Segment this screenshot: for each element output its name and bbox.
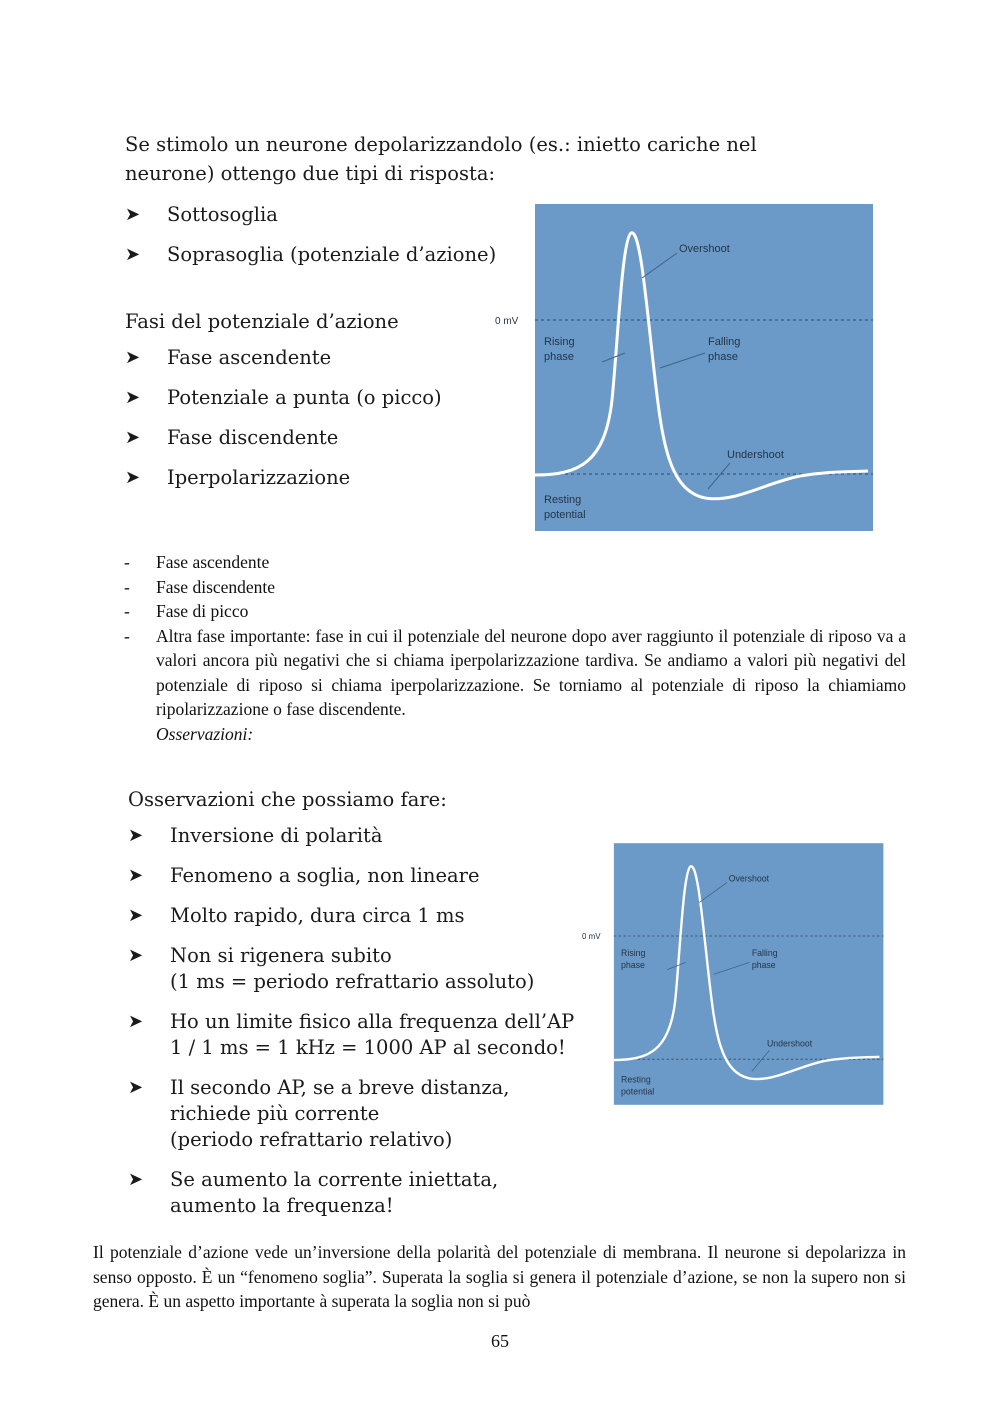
phases-dash-list (122, 550, 906, 746)
arrow-bullet-icon: ➤ (128, 825, 144, 846)
list-item: ➤ Se aumento la corrente iniettata, aumento la frequenza! (128, 1168, 499, 1217)
arrow-bullet-icon: ➤ (125, 244, 141, 265)
falling-label-1: Falling (751, 947, 778, 959)
falling-label-1: Falling (708, 336, 741, 348)
action-potential-svg (490, 200, 875, 535)
arrow-bullet-icon: ➤ (128, 1011, 144, 1032)
action-potential-diagram (490, 200, 875, 535)
list-item: - Fase discendente (124, 576, 276, 597)
observations-label: Osservazioni: (156, 723, 254, 744)
body-paragraph: Il potenziale d’azione vede un’inversione della polarità del potenziale di membrana. Il neurone si depolarizza in senso opposto. È un “fenomeno soglia”. Superata la soglia si genera il potenziale d’azione, se non la supero non si genera. È un aspetto importante à superata la soglia non si può (93, 1242, 906, 1311)
list-item: ➤ Iperpolarizzazione (125, 466, 351, 489)
falling-label-2: phase (708, 351, 738, 363)
resting-label-2: potential (544, 509, 586, 521)
arrow-bullet-icon: ➤ (128, 905, 144, 926)
action-potential-diagram-small (578, 840, 885, 1108)
phases-heading: Fasi del potenziale d’azione (125, 310, 399, 333)
list-item: - Altra fase importante: fase in cui il potenziale del neurone dopo aver raggiunto il potenziale di riposo va a valori ancora più negativi che si chiama iperpolarizzazione tardiva. Se andiamo a valori più negativi del potenziale di riposo si chiama iperpolarizzazione. Se torniamo al potenziale di riposo la chiamiamo ripolarizzazione o fase discendente. Osservazioni: (122, 624, 906, 747)
action-potential-svg-small (578, 840, 885, 1108)
undershoot-label: Undershoot (766, 1038, 813, 1049)
rising-label-2: phase (544, 351, 574, 363)
overshoot-label: Overshoot (728, 873, 770, 884)
zero-mv-label: 0 mV (495, 316, 519, 327)
falling-label-2: phase (751, 959, 776, 971)
arrow-bullet-icon: ➤ (125, 204, 141, 225)
resting-label-1: Resting (621, 1074, 651, 1085)
arrow-bullet-icon: ➤ (125, 347, 141, 368)
list-item: - Fase ascendente (124, 552, 270, 572)
list-item: ➤ Molto rapido, dura circa 1 ms (128, 904, 465, 927)
resting-label-2: potential (621, 1086, 655, 1097)
overshoot-label: Overshoot (679, 243, 730, 255)
page-number: 65 (491, 1331, 509, 1351)
list-item: ➤ Soprasoglia (potenziale d’azione) (125, 243, 497, 266)
arrow-bullet-icon: ➤ (128, 865, 144, 886)
rising-label-1: Rising (621, 947, 646, 959)
list-item: ➤ Potenziale a punta (o picco) (125, 386, 442, 409)
list-item: ➤ Inversione di polarità (128, 824, 383, 847)
arrow-bullet-icon: ➤ (125, 387, 141, 408)
arrow-bullet-icon: ➤ (128, 945, 144, 966)
rising-label-1: Rising (544, 336, 575, 348)
list-item: ➤ Fase discendente (125, 426, 339, 449)
zero-mv-label: 0 mV (581, 932, 601, 942)
arrow-bullet-icon: ➤ (128, 1169, 144, 1190)
arrow-bullet-icon: ➤ (125, 467, 141, 488)
list-item: ➤ Fenomeno a soglia, non lineare (128, 864, 480, 887)
slide-intro-text: Se stimolo un neurone depolarizzandolo (es.: inietto cariche nel neurone) ottengo due tipi di risposta: (125, 133, 757, 185)
arrow-bullet-icon: ➤ (128, 1077, 144, 1098)
list-item: ➤ Sottosoglia (125, 203, 278, 226)
observations-heading: Osservazioni che possiamo fare: (128, 788, 447, 811)
list-item: ➤ Fase ascendente (125, 346, 332, 369)
rising-label-2: phase (621, 959, 645, 971)
arrow-bullet-icon: ➤ (125, 427, 141, 448)
list-item: ➤ Il secondo AP, se a breve distanza, richiede più corrente (periodo refrattario relativo) (128, 1076, 510, 1151)
undershoot-label: Undershoot (727, 449, 784, 461)
list-item: ➤ Ho un limite fisico alla frequenza dell’AP 1 / 1 ms = 1 kHz = 1000 AP al secondo! (128, 1010, 575, 1059)
resting-label-1: Resting (544, 494, 582, 506)
list-item: ➤ Non si rigenera subito (1 ms = periodo refrattario assoluto) (128, 944, 535, 993)
list-item: - Fase di picco (124, 601, 249, 621)
